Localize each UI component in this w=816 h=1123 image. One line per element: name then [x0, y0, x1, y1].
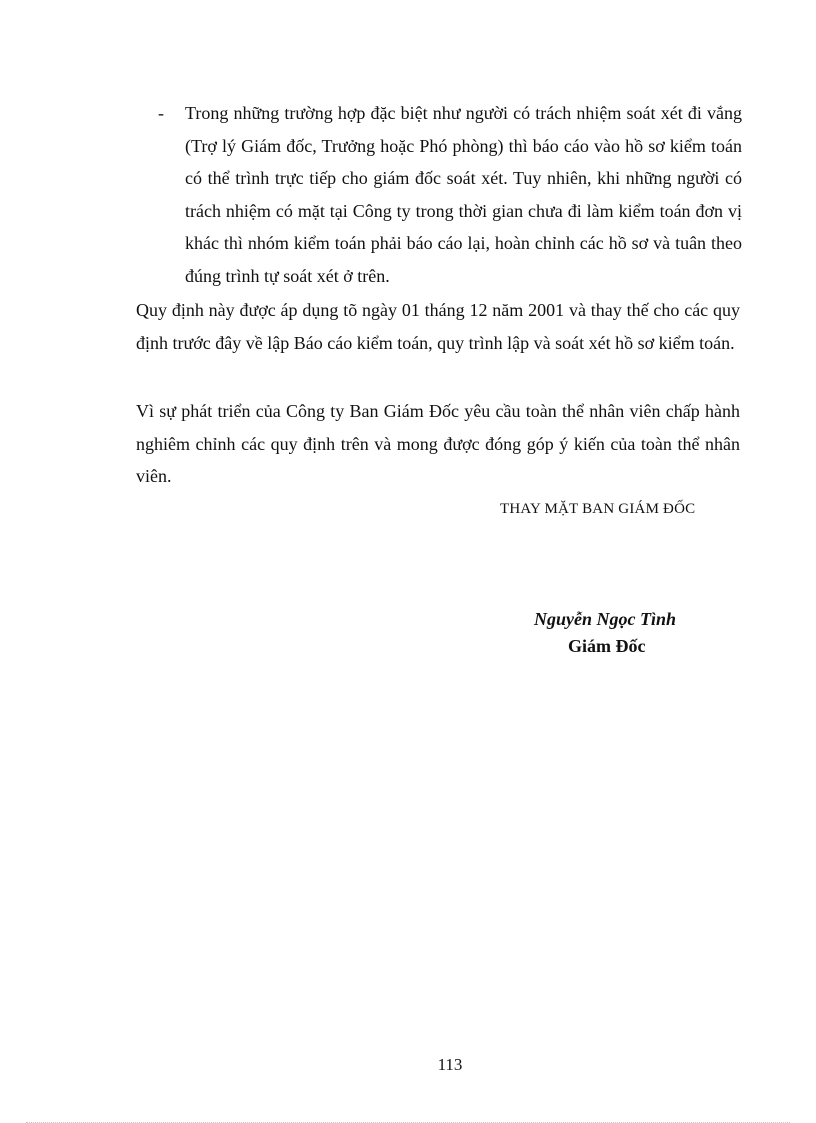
bullet-item [158, 97, 742, 292]
signer-name: Nguyễn Ngọc Tình [534, 609, 677, 629]
page-number: 113 [437, 1055, 463, 1074]
paragraph-request: Vì sự phát triển của Công ty Ban Giám Đốc yêu cầu toàn thể nhân viên chấp hành nghiêm chỉnh các quy định trên và mong được đóng góp ý kiến của toàn thể nhân viên. [136, 401, 740, 486]
signer-title: Giám Đốc [568, 636, 646, 656]
bullet-marker: - [158, 103, 164, 123]
bullet-text: Trong những trường hợp đặc biệt như người có trách nhiệm soát xét đi vắng (Trợ lý Giám đốc, Trưởng hoặc Phó phòng) thì báo cáo vào hồ sơ kiểm toán có thể trình trực tiếp cho giám đốc soát xét. Tuy nhiên, khi những người có trách nhiệm có mặt tại Công ty trong thời gian chưa đi làm kiểm toán đơn vị khác thì nhóm kiểm toán phải báo cáo lại, hoàn chỉnh các hồ sơ và tuân theo đúng trình tự soát xét ở trên. [185, 103, 742, 286]
on-behalf-label: THAY MẶT BAN GIÁM ĐỐC [500, 501, 696, 517]
paragraph-effective-date: Quy định này được áp dụng tõ ngày 01 tháng 12 năm 2001 và thay thế cho các quy định trước đây về lập Báo cáo kiểm toán, quy trình lập và soát xét hồ sơ kiểm toán. [136, 300, 740, 353]
